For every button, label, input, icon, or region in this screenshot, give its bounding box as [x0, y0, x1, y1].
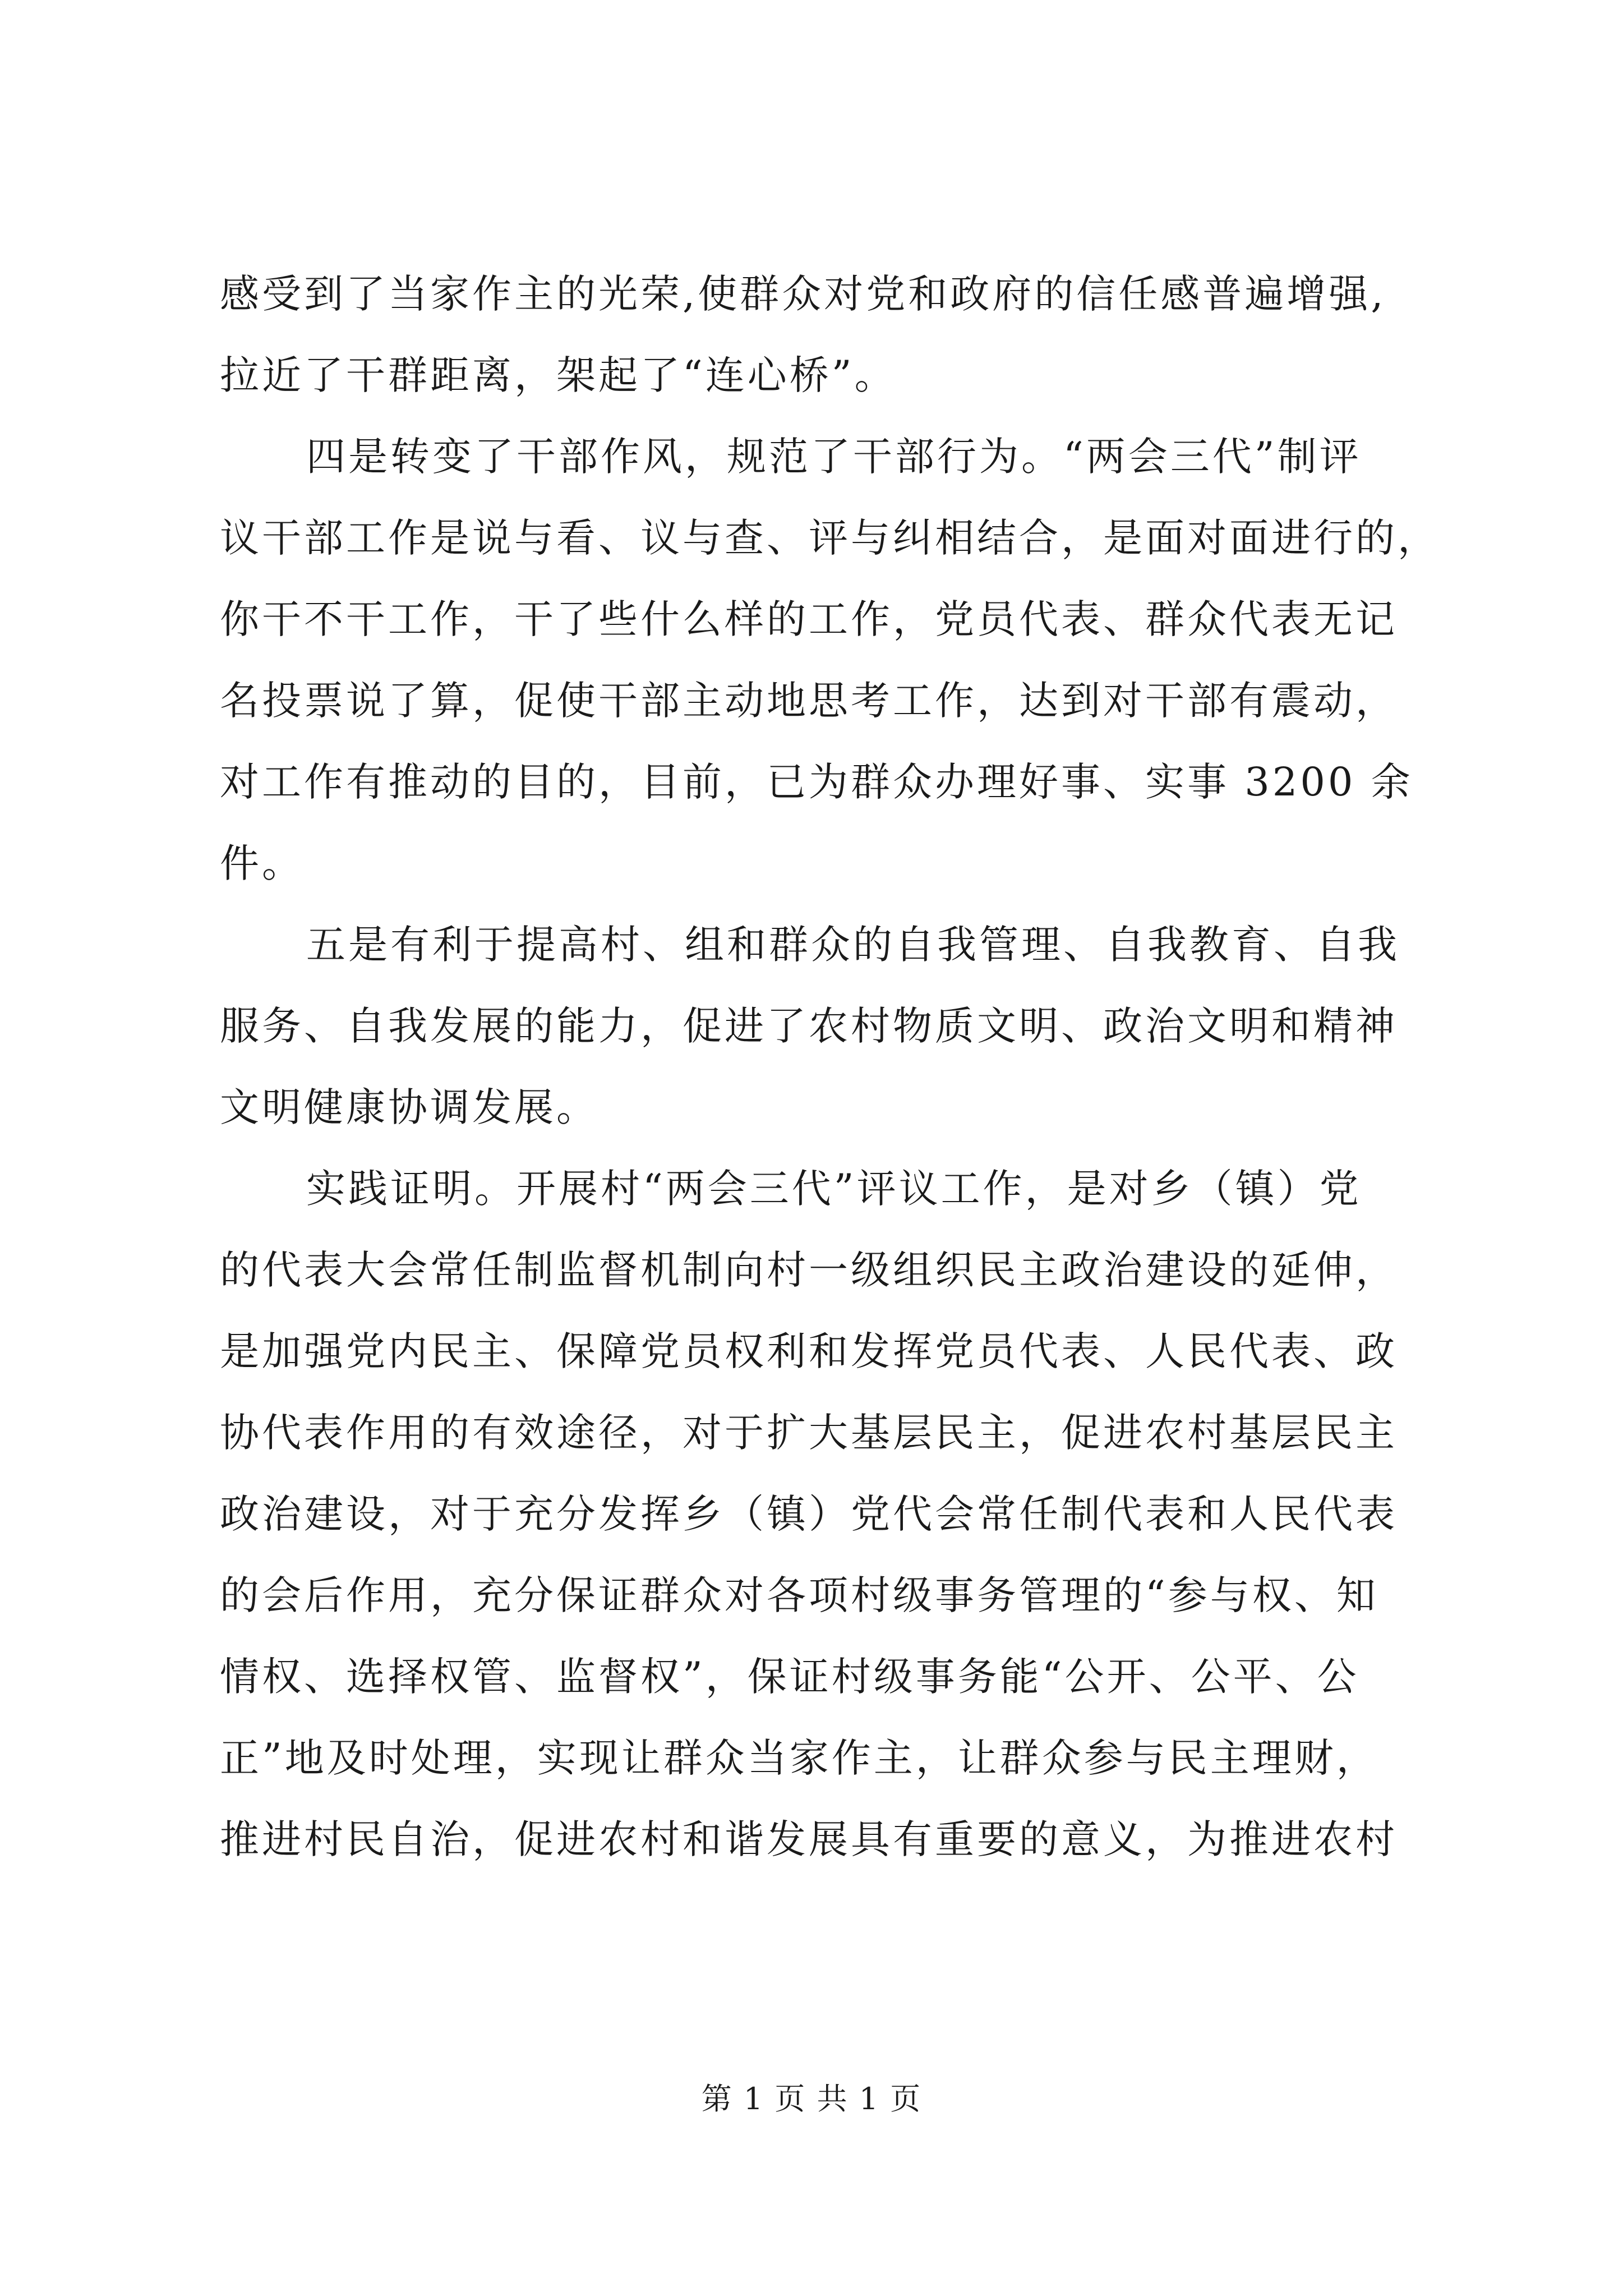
paragraph-start-line: 实践证明。开展村“两会三代”评议工作，是对乡（镇）党	[306, 1166, 1362, 1212]
text-line: 是加强党内民主、保障党员权利和发挥党员代表、人民代表、政	[220, 1328, 1398, 1374]
text-line: 文明健康协调发展。	[220, 1084, 598, 1130]
page-number-indicator: 第 1 页 共 1 页	[701, 2081, 922, 2116]
text-line: 推进村民自治，促进农村和谐发展具有重要的意义，为推进农村	[220, 1816, 1398, 1862]
text-line: 的代表大会常任制监督机制向村一级组织民主政治建设的延伸，	[220, 1247, 1398, 1293]
text-line: 的会后作用，充分保证群众对各项村级事务管理的“参与权、知	[220, 1572, 1378, 1618]
text-line: 感受到了当家作主的光荣,使群众对党和政府的信任感普遍增强,	[220, 271, 1386, 317]
paragraph-start-line: 五是有利于提高村、组和群众的自我管理、自我教育、自我	[306, 922, 1400, 968]
text-line: 件。	[220, 840, 304, 886]
text-line: 正”地及时处理，实现让群众当家作主，让群众参与民主理财，	[220, 1735, 1378, 1781]
text-line: 对工作有推动的目的，目前，已为群众办理好事、实事 3200 余	[220, 759, 1413, 805]
text-line: 政治建设，对于充分发挥乡（镇）党代会常任制代表和人民代表	[220, 1491, 1398, 1537]
page-footer	[0, 2077, 1623, 2122]
text-line: 议干部工作是说与看、议与查、评与纠相结合，是面对面进行的，	[220, 515, 1440, 561]
document-body	[220, 254, 1440, 1880]
text-line: 服务、自我发展的能力，促进了农村物质文明、政治文明和精神	[220, 1003, 1398, 1049]
paragraph-start-line: 四是转变了干部作风，规范了干部行为。“两会三代”制评	[306, 434, 1362, 480]
text-line: 拉近了干群距离，架起了“连心桥”。	[220, 352, 897, 398]
text-line: 名投票说了算，促使干部主动地思考工作，达到对干部有震动，	[220, 678, 1398, 724]
text-line: 协代表作用的有效途径，对于扩大基层民主，促进农村基层民主	[220, 1410, 1398, 1456]
text-line: 情权、选择权管、监督权”，保证村级事务能“公开、公平、公	[220, 1654, 1359, 1700]
text-line: 你干不干工作，干了些什么样的工作，党员代表、群众代表无记	[220, 596, 1398, 642]
